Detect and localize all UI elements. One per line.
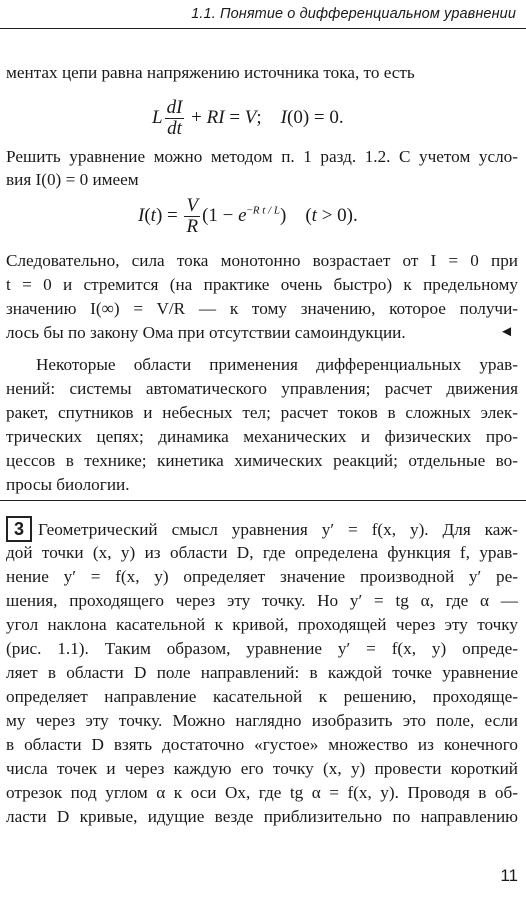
section-divider bbox=[0, 500, 526, 501]
text-line: вия I(0) = 0 имеем bbox=[6, 170, 139, 189]
formula-2: I(t) = $\frac{V}{R}$ $(1 - e^{-R t / L})$ (t > 0). bbox=[138, 195, 358, 237]
text-line: в области D взять достаточно «густое» множество из конечного bbox=[6, 735, 518, 754]
text-line: ляет в области D поле направлений: в каждой точке уравнение bbox=[6, 663, 518, 682]
text-line: ракет, спутников и небесных тел; расчет токов в сложных элек- bbox=[6, 403, 518, 422]
text-line: Геометрический смысл уравнения y′ = f(x, y). Для каж- bbox=[38, 520, 518, 539]
running-header: 1.1. Понятие о дифференциальном уравнении bbox=[191, 6, 516, 22]
page-number: 11 bbox=[500, 866, 518, 885]
text-line: цессов в технике; кинетика химических реакций; отдельные во- bbox=[6, 451, 518, 470]
text-line: му через эту точку. Можно наглядно изобразить это поле, если bbox=[6, 711, 518, 730]
text-line: Некоторые области применения дифференциальных урав- bbox=[36, 355, 518, 374]
text-line: ментах цепи равна напряжению источника тока, то есть bbox=[6, 63, 415, 82]
section-number-box: 3 bbox=[6, 516, 32, 542]
text-line: ласти D кривые, идущие везде приблизительно по направлению bbox=[6, 807, 518, 826]
text-line: нение y′ = f(x, y) определяет значение производной y′ ре- bbox=[6, 567, 518, 586]
header-rule bbox=[0, 28, 526, 29]
text-line: шения, проходящего через эту точку. Но y′ = tg α, где α — bbox=[6, 591, 518, 610]
text-line: t = 0 и стремится (на практике очень быстро) к предельному bbox=[6, 275, 518, 294]
text-line: числа точек и через каждую его точку (x, y) провести короткий bbox=[6, 759, 518, 778]
text-line: нений: системы автоматического управления; расчет движения bbox=[6, 379, 518, 398]
text-line: значению I(∞) = V/R — к тому значению, которое получи- bbox=[6, 299, 518, 318]
text-line: угол наклона касательной к кривой, проходящей через эту точку bbox=[6, 615, 518, 634]
text-line: отрезок под углом α к оси Ox, где tg α = f(x, y). Проводя в об- bbox=[6, 783, 518, 802]
formula-1: L $\frac{dI}{dt}$ + RI = V; I(0) = 0. bbox=[152, 97, 344, 139]
text-line: просы биологии. bbox=[6, 475, 130, 494]
text-line: определяет направление касательной к решению, проходяще- bbox=[6, 687, 518, 706]
section-heading-line bbox=[6, 516, 518, 542]
text-line: лось бы по закону Ома при отсутствии самоиндукции. bbox=[6, 323, 406, 342]
end-of-example-marker: ◄ bbox=[499, 324, 514, 340]
text-line: Решить уравнение можно методом п. 1 разд. 1.2. С учетом усло- bbox=[6, 147, 518, 166]
text-line: трических цепях; динамика механических и физических про- bbox=[6, 427, 518, 446]
text-line: Следовательно, сила тока монотонно возрастает от I = 0 при bbox=[6, 251, 518, 270]
text-line: (рис. 1.1). Таким образом, уравнение y′ = f(x, y) опреде- bbox=[6, 639, 518, 658]
text-line: дой точки (x, y) из области D, где определена функция f, урав- bbox=[6, 543, 518, 562]
